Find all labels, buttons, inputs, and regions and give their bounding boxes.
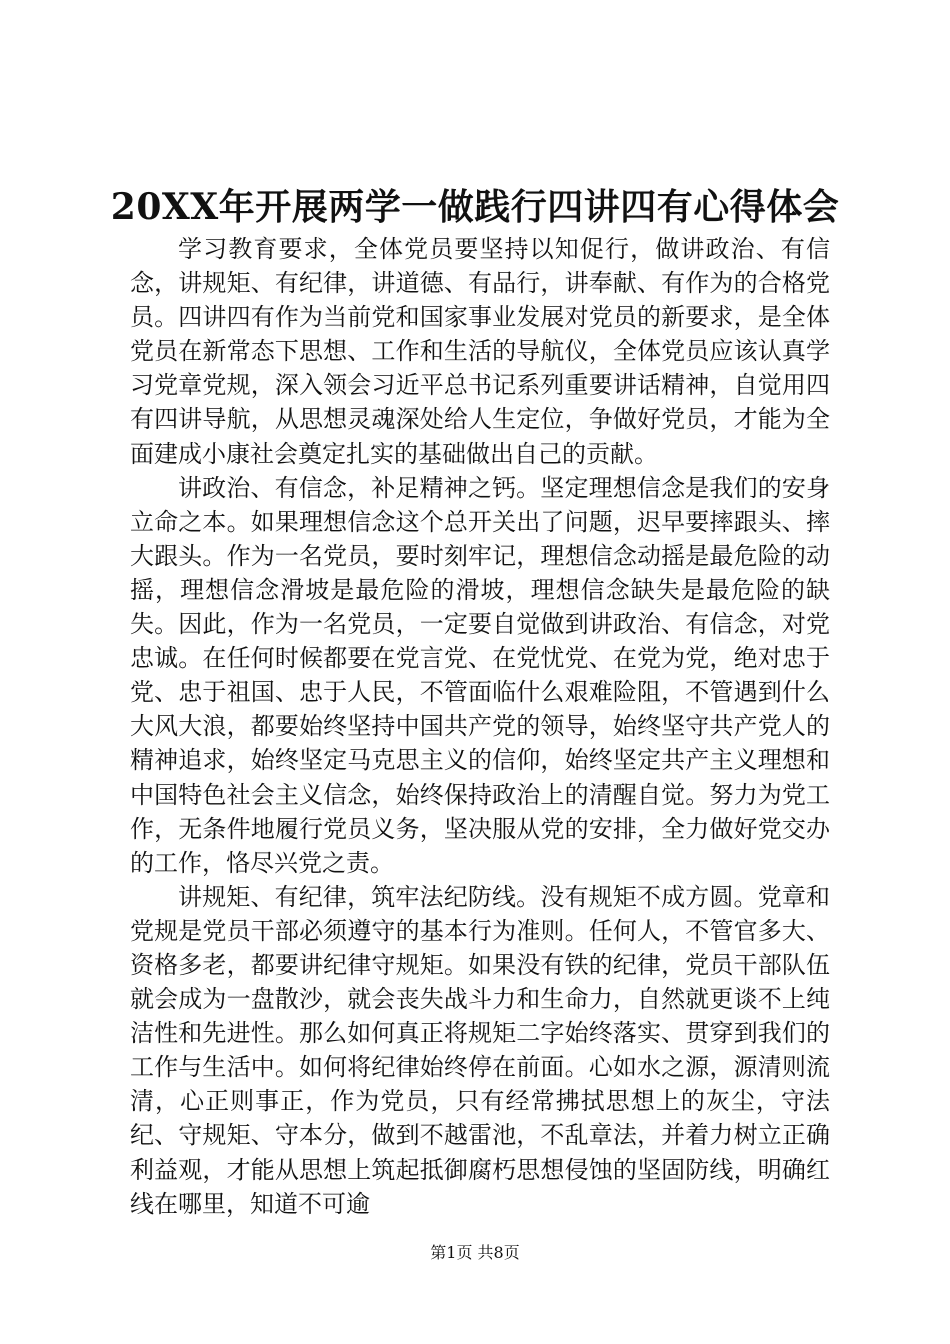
paragraph-rules-discipline: 讲规矩、有纪律，筑牢法纪防线。没有规矩不成方圆。党章和党规是党员干部必须遵守的基本行为准则。任何人，不管官多大、资格多老，都要讲纪律守规矩。如果没有铁的纪律，党员干部队伍就会成为一盘散沙，就会丧失战斗力和生命力，自然就更谈不上纯洁性和先进性。那么如何真正将规矩二字始终落实、贯穿到我们的工作与生活中。如何将纪律始终停在前面。心如水之源，源清则流清，心正则事正，作为党员，只有经常拂拭思想上的灰尘，守法纪、守规矩、守本分，做到不越雷池，不乱章法，并着力树立正确利益观，才能从思想上筑起抵御腐朽思想侵蚀的坚固防线，明确红线在哪里，知道不可逾 <box>130 882 830 1218</box>
paragraph-politics-belief: 讲政治、有信念，补足精神之钙。坚定理想信念是我们的安身立命之本。如果理想信念这个总开关出了问题，迟早要摔跟头、摔大跟头。作为一名党员，要时刻牢记，理想信念动摇是最危险的动摇，理想信念滑坡是最危险的滑坡，理想信念缺失是最危险的缺失。因此，作为一名党员，一定要自觉做到讲政治、有信念，对党忠诚。在任何时候都要在党言党、在党忧党、在党为党，绝对忠于党、忠于祖国、忠于人民，不管面临什么艰难险阻，不管遇到什么大风大浪，都要始终坚持中国共产党的领导，始终坚守共产党人的精神追求，始终坚定马克思主义的信仰，始终坚定共产主义理想和中国特色社会主义信念，始终保持政治上的清醒自觉。努力为党工作，无条件地履行党员义务，坚决服从党的安排，全力做好党交办的工作，恪尽兴党之责。 <box>130 473 830 877</box>
document-body <box>130 232 830 1221</box>
page-number-footer: 第1页 共8页 <box>430 1243 520 1262</box>
paragraph-intro: 学习教育要求，全体党员要坚持以知促行，做讲政治、有信念，讲规矩、有纪律，讲道德、有品行，讲奉献、有作为的合格党员。四讲四有作为当前党和国家事业发展对党员的新要求，是全体党员在新常态下思想、工作和生活的导航仪，全体党员应该认真学习党章党规，深入领会习近平总书记系列重要讲话精神，自觉用四有四讲导航，从思想灵魂深处给人生定位，争做好党员，才能为全面建成小康社会奠定扎实的基础做出自己的贡献。 <box>130 235 830 468</box>
document-title: 20XX年开展两学一做践行四讲四有心得体会 <box>110 186 840 228</box>
